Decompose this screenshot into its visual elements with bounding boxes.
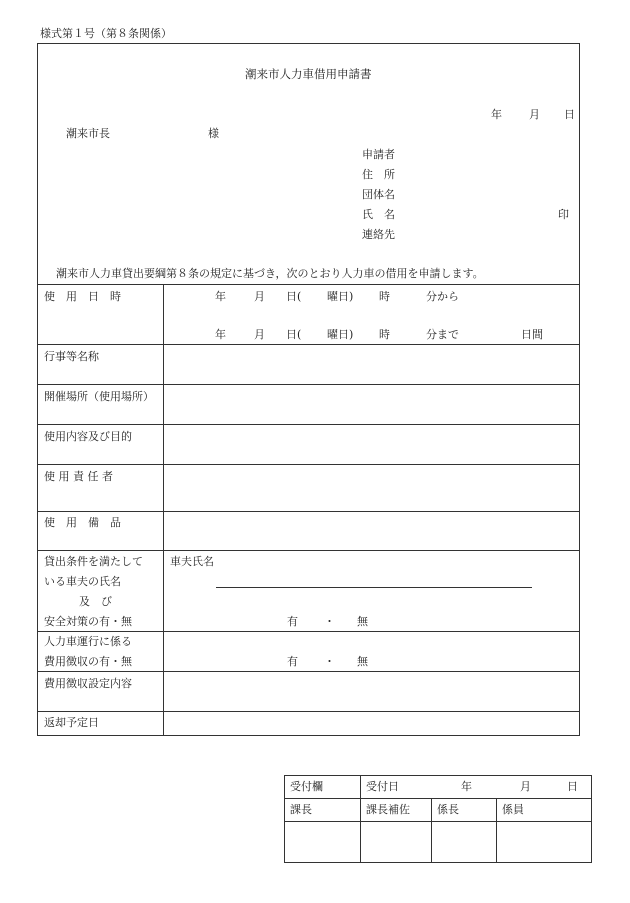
applicant-address-label: 住 所 (362, 168, 395, 181)
applicant-name-label: 氏 名 (362, 208, 395, 221)
fee-label-line2: 費用徴収の有・無 (44, 655, 132, 668)
rickshaw-puller-name-line[interactable] (216, 587, 532, 588)
role-staff: 係員 (502, 803, 524, 816)
end-day: 日( (286, 328, 302, 341)
applicant-label: 申請者 (362, 148, 395, 161)
form-label: 様式第１号（第８条関係） (40, 27, 172, 40)
start-weekday: 曜日) (327, 290, 354, 303)
start-month: 月 (254, 290, 265, 303)
receipt-day: 日 (567, 780, 578, 793)
table-divider (37, 384, 580, 385)
date-month: 月 (529, 108, 540, 121)
table-divider (37, 511, 580, 512)
rickshaw-puller-name-label: 車夫氏名 (170, 555, 214, 568)
addressee-name: 潮来市長 (66, 127, 110, 140)
receipt-year: 年 (461, 780, 472, 793)
table-divider (37, 550, 580, 551)
venue-label: 開催場所（使用場所） (44, 390, 154, 403)
start-year: 年 (215, 290, 226, 303)
fee-details-label: 費用徴収設定内容 (44, 677, 132, 690)
receipt-date-label: 受付日 (366, 780, 399, 793)
start-minute: 分から (426, 290, 459, 303)
end-month: 月 (254, 328, 265, 341)
fee-label-line1: 人力車運行に係る (44, 635, 132, 648)
safety-choice-yes[interactable]: 有 (287, 615, 298, 628)
label-column-divider (163, 284, 164, 736)
table-divider (37, 711, 580, 712)
seal-mark: 印 (558, 208, 569, 221)
role-subsection-chief: 係長 (437, 803, 459, 816)
receipt-divider (360, 775, 361, 863)
conditions-label-line2: いる車夫の氏名 (44, 575, 121, 588)
role-deputy-chief: 課長補佐 (366, 803, 410, 816)
addressee-honorific: 様 (208, 127, 219, 140)
table-divider (37, 284, 580, 285)
safety-choice-no[interactable]: 無 (357, 615, 368, 628)
receipt-divider (496, 798, 497, 863)
receipt-divider (284, 821, 592, 822)
conditions-label-line1: 貸出条件を満たして (44, 555, 143, 568)
receipt-label: 受付欄 (290, 780, 323, 793)
table-divider (37, 464, 580, 465)
receipt-divider (431, 798, 432, 863)
table-divider (37, 344, 580, 345)
purpose-label: 使用内容及び目的 (44, 430, 132, 443)
end-weekday: 曜日) (327, 328, 354, 341)
end-minute: 分まで (426, 328, 459, 341)
manager-label: 使 用 責 任 者 (44, 470, 113, 483)
conditions-label-line4: 安全対策の有・無 (44, 615, 132, 628)
end-hour: 時 (379, 328, 390, 341)
return-date-label: 返却予定日 (44, 716, 99, 729)
fee-choice-no[interactable]: 無 (357, 655, 368, 668)
applicant-group-label: 団体名 (362, 188, 395, 201)
form-title: 潮来市人力車借用申請書 (245, 67, 372, 81)
start-day: 日( (286, 290, 302, 303)
duration-days: 日間 (521, 328, 543, 341)
fee-choice-separator: ・ (324, 655, 335, 668)
table-divider (37, 424, 580, 425)
event-name-label: 行事等名称 (44, 350, 99, 363)
usage-datetime-label: 使 用 日 時 (44, 290, 121, 303)
role-section-chief: 課長 (290, 803, 312, 816)
safety-choice-separator: ・ (324, 615, 335, 628)
equipment-label: 使 用 備 品 (44, 516, 121, 529)
applicant-contact-label: 連絡先 (362, 228, 395, 241)
receipt-month: 月 (520, 780, 531, 793)
receipt-box (284, 775, 592, 863)
start-hour: 時 (379, 290, 390, 303)
conditions-label-line3: 及 び (79, 595, 112, 608)
table-divider (37, 631, 580, 632)
date-day: 日 (564, 108, 575, 121)
table-divider (37, 671, 580, 672)
statement-text: 潮来市人力車貸出要綱第８条の規定に基づき，次のとおり人力車の借用を申請します。 (56, 267, 484, 280)
date-year: 年 (491, 108, 502, 121)
fee-choice-yes[interactable]: 有 (287, 655, 298, 668)
receipt-divider (284, 798, 592, 799)
end-year: 年 (215, 328, 226, 341)
